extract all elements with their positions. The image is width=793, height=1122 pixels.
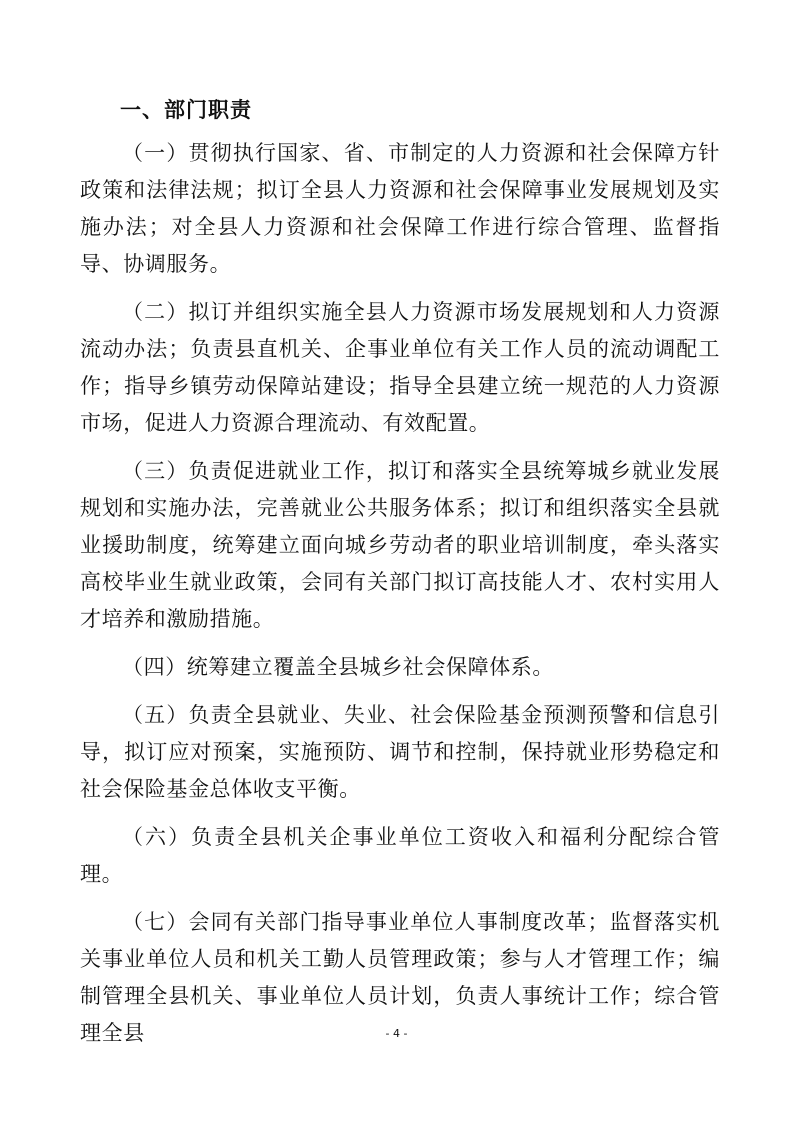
document-body xyxy=(80,135,720,1063)
paragraph-4: （四）统筹建立覆盖全县城乡社会保障体系。 xyxy=(122,655,554,679)
paragraph-2: （二）拟订并组织实施全县人力资源市场发展规划和人力资源流动办法；负责县直机关、企事业单位有关工作人员的流动调配工作；指导乡镇劳动保障站建设；指导全县建立统一规范的人力资源市场，促进人力资源合理流动、有效配置。 xyxy=(80,300,720,435)
paragraph-7: （七）会同有关部门指导事业单位人事制度改革；监督落实机关事业单位人员和机关工勤人员管理政策；参与人才管理工作；编制管理全县机关、事业单位人员计划，负责人事统计工作；综合管理全县 xyxy=(80,910,720,1045)
paragraph-5: （五）负责全县就业、失业、社会保险基金预测预警和信息引导，拟订应对预案，实施预防、调节和控制，保持就业形势稳定和社会保险基金总体收支平衡。 xyxy=(80,703,720,801)
paragraph-1: （一）贯彻执行国家、省、市制定的人力资源和社会保障方针政策和法律法规；拟订全县人力资源和社会保障事业发展规划及实施办法；对全县人力资源和社会保障工作进行综合管理、监督指导、协调服务。 xyxy=(80,141,720,276)
page-number: - 4 - xyxy=(385,1027,408,1040)
paragraph-6: （六）负责全县机关企事业单位工资收入和福利分配综合管理。 xyxy=(80,825,720,886)
paragraph-3: （三）负责促进就业工作，拟订和落实全县统筹城乡就业发展规划和实施办法，完善就业公共服务体系；拟订和组织落实全县就业援助制度，统筹建立面向城乡劳动者的职业培训制度，牵头落实高校毕业生就业政策，会同有关部门拟订高技能人才、农村实用人才培养和激励措施。 xyxy=(80,459,720,631)
section-heading: 一、部门职责 xyxy=(120,98,252,122)
